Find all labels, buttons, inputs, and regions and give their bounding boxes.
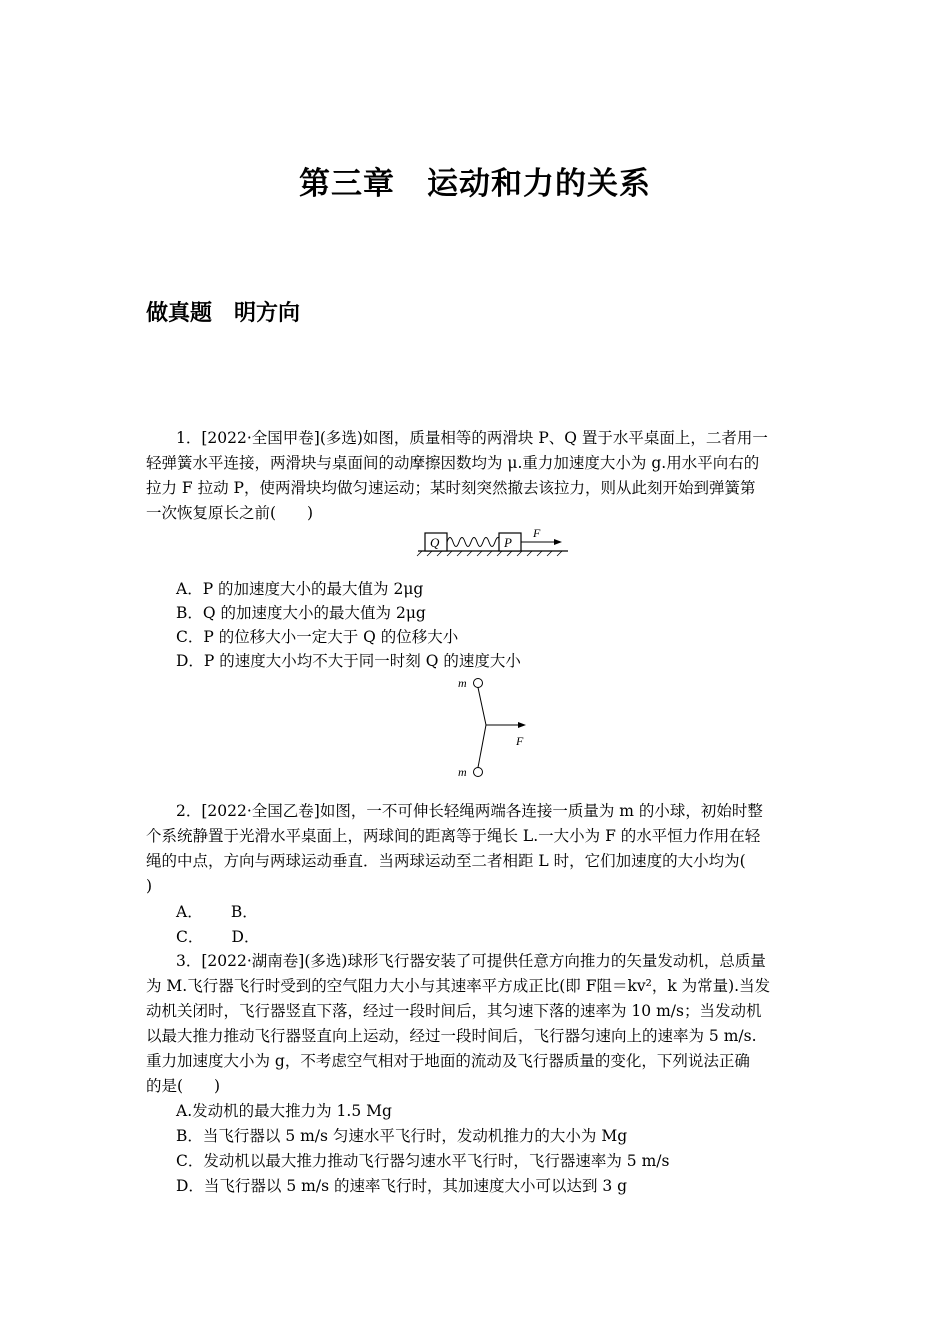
- q1-line-2: 轻弹簧水平连接，两滑块与桌面间的动摩擦因数均为 μ.重力加速度大小为 g.用水平向右的: [146, 454, 760, 472]
- q1-line-3: 拉力 F 拉动 P，使两滑块均做匀速运动；某时刻突然撤去该拉力，则从此刻开始到弹簧第: [146, 479, 756, 497]
- ball-top: [474, 679, 483, 688]
- q2-options-ab: A． B．: [176, 903, 258, 921]
- ball-bottom: [474, 768, 483, 777]
- q3-option-c: C．发动机以最大推力推动飞行器匀速水平飞行时，飞行器速率为 5 m/s: [176, 1152, 670, 1170]
- q3-option-a: A.发动机的最大推力为 1.5 Mg: [176, 1102, 392, 1120]
- q2-options-cd: C． D．: [176, 928, 260, 946]
- q1-option-c: C．P 的位移大小一定大于 Q 的位移大小: [176, 628, 459, 646]
- q1-line-1: 1．[2022·全国甲卷](多选)如图，质量相等的两滑块 P、Q 置于水平桌面上，二者用一: [176, 429, 768, 447]
- q3-option-d: D．当飞行器以 5 m/s 的速率飞行时，其加速度大小可以达到 3 g: [176, 1177, 628, 1195]
- block-p-label: P: [504, 535, 512, 550]
- q3-line-3: 动机关闭时，飞行器竖直下落，经过一段时间后，其匀速下落的速率为 10 m/s；当发动机: [146, 1002, 762, 1020]
- q3-line-2: 为 M.飞行器飞行时受到的空气阻力大小与其速率平方成正比(即 F阻＝kv²，k 为常量).当发: [146, 977, 771, 995]
- q2-rope-balls-figure: [452, 673, 532, 781]
- q2-line-2: 个系统静置于光滑水平桌面上，两球间的距离等于绳长 L.一大小为 F 的水平恒力作用在轻: [146, 827, 761, 845]
- section-heading: 做真题 明方向: [146, 301, 301, 326]
- q1-spring-blocks-figure: [412, 524, 572, 558]
- rope-upper: [478, 688, 486, 726]
- q3-option-b: B．当飞行器以 5 m/s 匀速水平飞行时，发动机推力的大小为 Mg: [176, 1127, 628, 1145]
- q1-option-b: B．Q 的加速度大小的最大值为 2μg: [176, 604, 426, 622]
- block-q-label: Q: [430, 535, 440, 550]
- q3-line-1: 3．[2022·湖南卷](多选)球形飞行器安装了可提供任意方向推力的矢量发动机，总质量: [176, 952, 766, 970]
- force-arrowhead: [554, 539, 562, 545]
- q2-line-4: ): [146, 877, 153, 895]
- mass-top-label: m: [458, 676, 467, 690]
- q3-line-5: 重力加速度大小为 g，不考虑空气相对于地面的流动及飞行器质量的变化，下列说法正确: [146, 1052, 750, 1070]
- q2-force-arrowhead: [518, 722, 526, 728]
- mass-bottom-label: m: [458, 765, 467, 779]
- q1-option-d: D．P 的速度大小均不大于同一时刻 Q 的速度大小: [176, 652, 521, 670]
- q1-line-4: 一次恢复原长之前( ): [146, 504, 314, 522]
- rope-lower: [478, 725, 486, 768]
- spring: [447, 538, 507, 547]
- q2-force-label: F: [516, 734, 524, 748]
- q3-line-4: 以最大推力推动飞行器竖直向上运动，经过一段时间后，飞行器匀速向上的速率为 5 m/s.: [146, 1027, 757, 1045]
- q3-line-6: 的是( ): [146, 1077, 221, 1095]
- q2-line-3: 绳的中点，方向与两球运动垂直．当两球运动至二者相距 L 时，它们加速度的大小均为(: [146, 852, 746, 870]
- force-label: F: [533, 526, 541, 540]
- page-title: 第三章 运动和力的关系: [299, 166, 651, 202]
- q2-line-1: 2．[2022·全国乙卷]如图，一不可伸长轻绳两端各连接一质量为 m 的小球，初始时整: [176, 802, 763, 820]
- q1-option-a: A．P 的加速度大小的最大值为 2μg: [176, 580, 424, 598]
